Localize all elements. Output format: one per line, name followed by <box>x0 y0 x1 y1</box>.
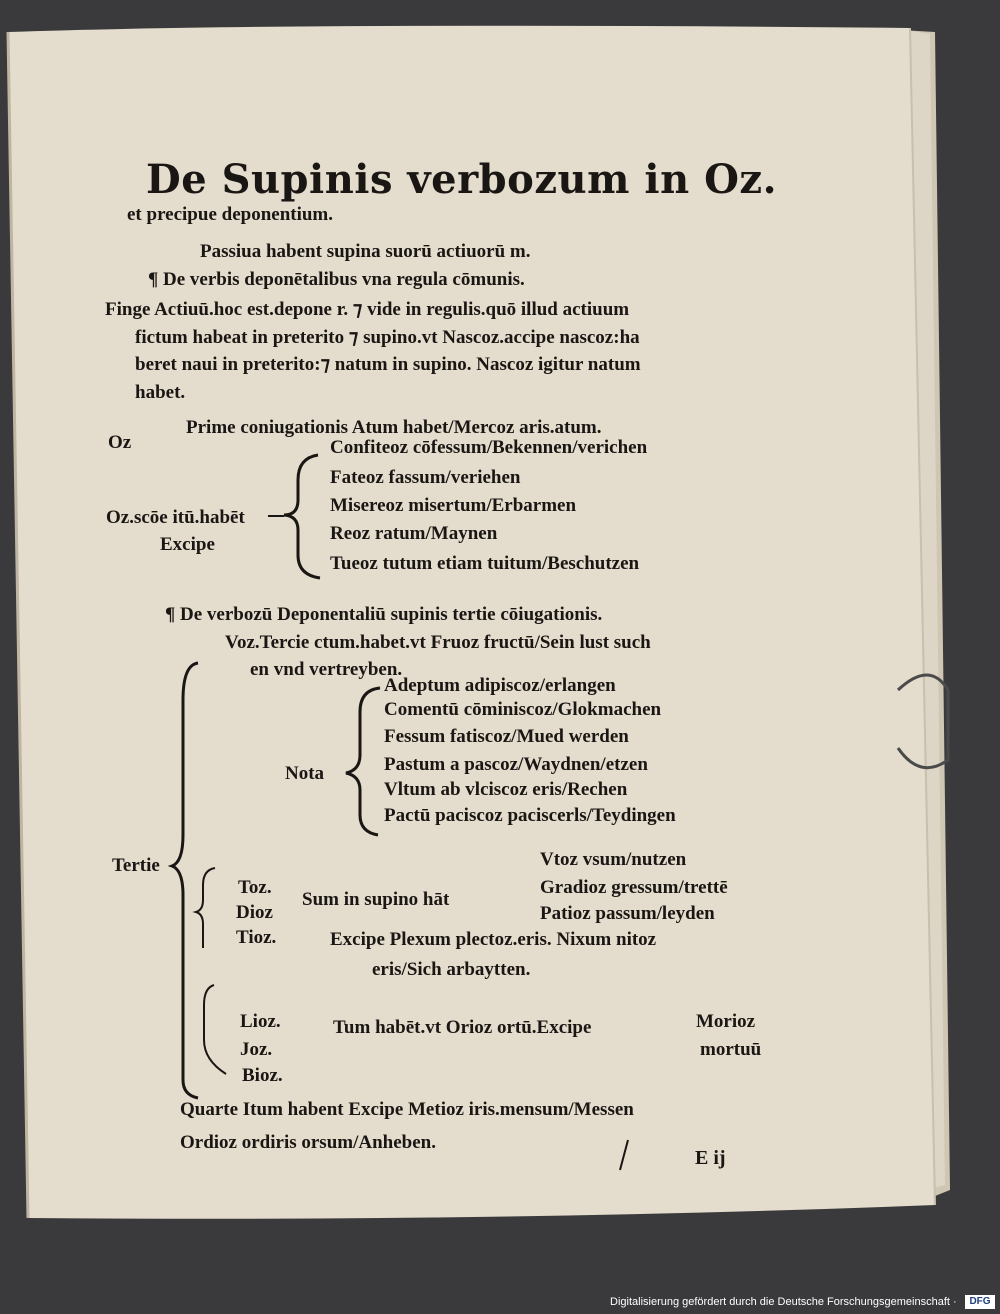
nota-item: Adeptum adipiscoz/erlangen <box>384 675 616 696</box>
text-line-1: Passiua habent supina suorū actiuorū m. <box>200 241 531 262</box>
second-conj-label-1: Oz.scōe itū.habēt <box>106 507 245 528</box>
text-line-5: beret naui in preterito:⁊ natum in supino. Nascoz igitur natum <box>135 354 641 375</box>
tum-habet: Tum habēt.vt Orioz ortū.Excipe <box>333 1017 592 1038</box>
dfg-logo: DFG <box>965 1295 995 1309</box>
text-line-4: fictum habeat in preterito ⁊ supino.vt Nascoz.accipe nascoz:ha <box>135 327 640 348</box>
second-conj-item: Confiteoz cōfessum/Bekennen/verichen <box>330 437 648 458</box>
first-conj-label: Oz <box>108 432 132 453</box>
verb-patioz: Patioz passum/leyden <box>540 903 715 924</box>
excipe-line-2: eris/Sich arbaytten. <box>372 959 531 980</box>
text-line-2: ¶ De verbis deponētalibus vna regula cōmunis. <box>148 269 525 290</box>
text-line-6: habet. <box>135 382 186 403</box>
second-conj-label-2: Excipe <box>160 534 215 555</box>
page-subtitle: et precipue deponentium. <box>127 204 334 225</box>
sum-in-supino: Sum in supino hāt <box>302 889 450 910</box>
ending-bioz: Bioz. <box>242 1065 283 1086</box>
quarte-line-2: Ordioz ordiris orsum/Anheben. <box>180 1132 436 1153</box>
ending-lioz: Lioz. <box>240 1011 281 1032</box>
signature-mark: E ij <box>695 1147 726 1169</box>
nota-label: Nota <box>285 763 325 784</box>
page-title: De Supinis verbozum in Oz. <box>146 156 778 203</box>
ending-dioz: Dioz <box>236 902 273 923</box>
second-conj-item: Tueoz tutum etiam tuitum/Beschutzen <box>330 553 640 574</box>
text-line-3: Finge Actiuū.hoc est.depone r. ⁊ vide in regulis.quō illud actiuum <box>105 299 630 320</box>
nota-item: Fessum fatiscoz/Mued werden <box>384 726 629 747</box>
digitization-credit: Digitalisierung gefördert durch die Deutsche Forschungsgemeinschaft · <box>610 1296 957 1308</box>
second-conj-item: Reoz ratum/Maynen <box>330 523 498 544</box>
third-header-3: en vnd vertreyben. <box>250 659 403 680</box>
nota-item: Pactū paciscoz paciscerls/Teydingen <box>384 805 676 826</box>
ending-joz: Joz. <box>240 1039 273 1060</box>
nota-item: Comentū cōminiscoz/Glokmachen <box>384 699 662 720</box>
second-conj-item: Misereoz misertum/Erbarmen <box>330 495 577 516</box>
excipe-line-1: Excipe Plexum plectoz.eris. Nixum nitoz <box>330 929 657 950</box>
ending-toz: Toz. <box>238 877 272 898</box>
verb-vtoz: Vtoz vsum/nutzen <box>540 849 687 870</box>
morior-1: Morioz <box>696 1011 756 1032</box>
verb-gradioz: Gradioz gressum/trettē <box>540 877 728 898</box>
ending-tioz: Tioz. <box>236 927 277 948</box>
quarte-line-1: Quarte Itum habent Excipe Metioz iris.mensum/Messen <box>180 1099 634 1120</box>
second-conj-item: Fateoz fassum/veriehen <box>330 467 521 488</box>
nota-item: Vltum ab vlciscoz eris/Rechen <box>384 779 628 800</box>
tertie-label: Tertie <box>112 855 160 876</box>
morior-2: mortuū <box>700 1039 762 1060</box>
nota-item: Pastum a pascoz/Waydnen/etzen <box>384 754 648 775</box>
first-conj-text: Prime coniugationis Atum habet/Mercoz aris.atum. <box>186 417 602 438</box>
third-header-2: Voz.Tercie ctum.habet.vt Fruoz fructū/Sein lust such <box>225 632 651 653</box>
third-header-1: ¶ De verbozū Deponentaliū supinis tertie cōiugationis. <box>165 604 603 625</box>
